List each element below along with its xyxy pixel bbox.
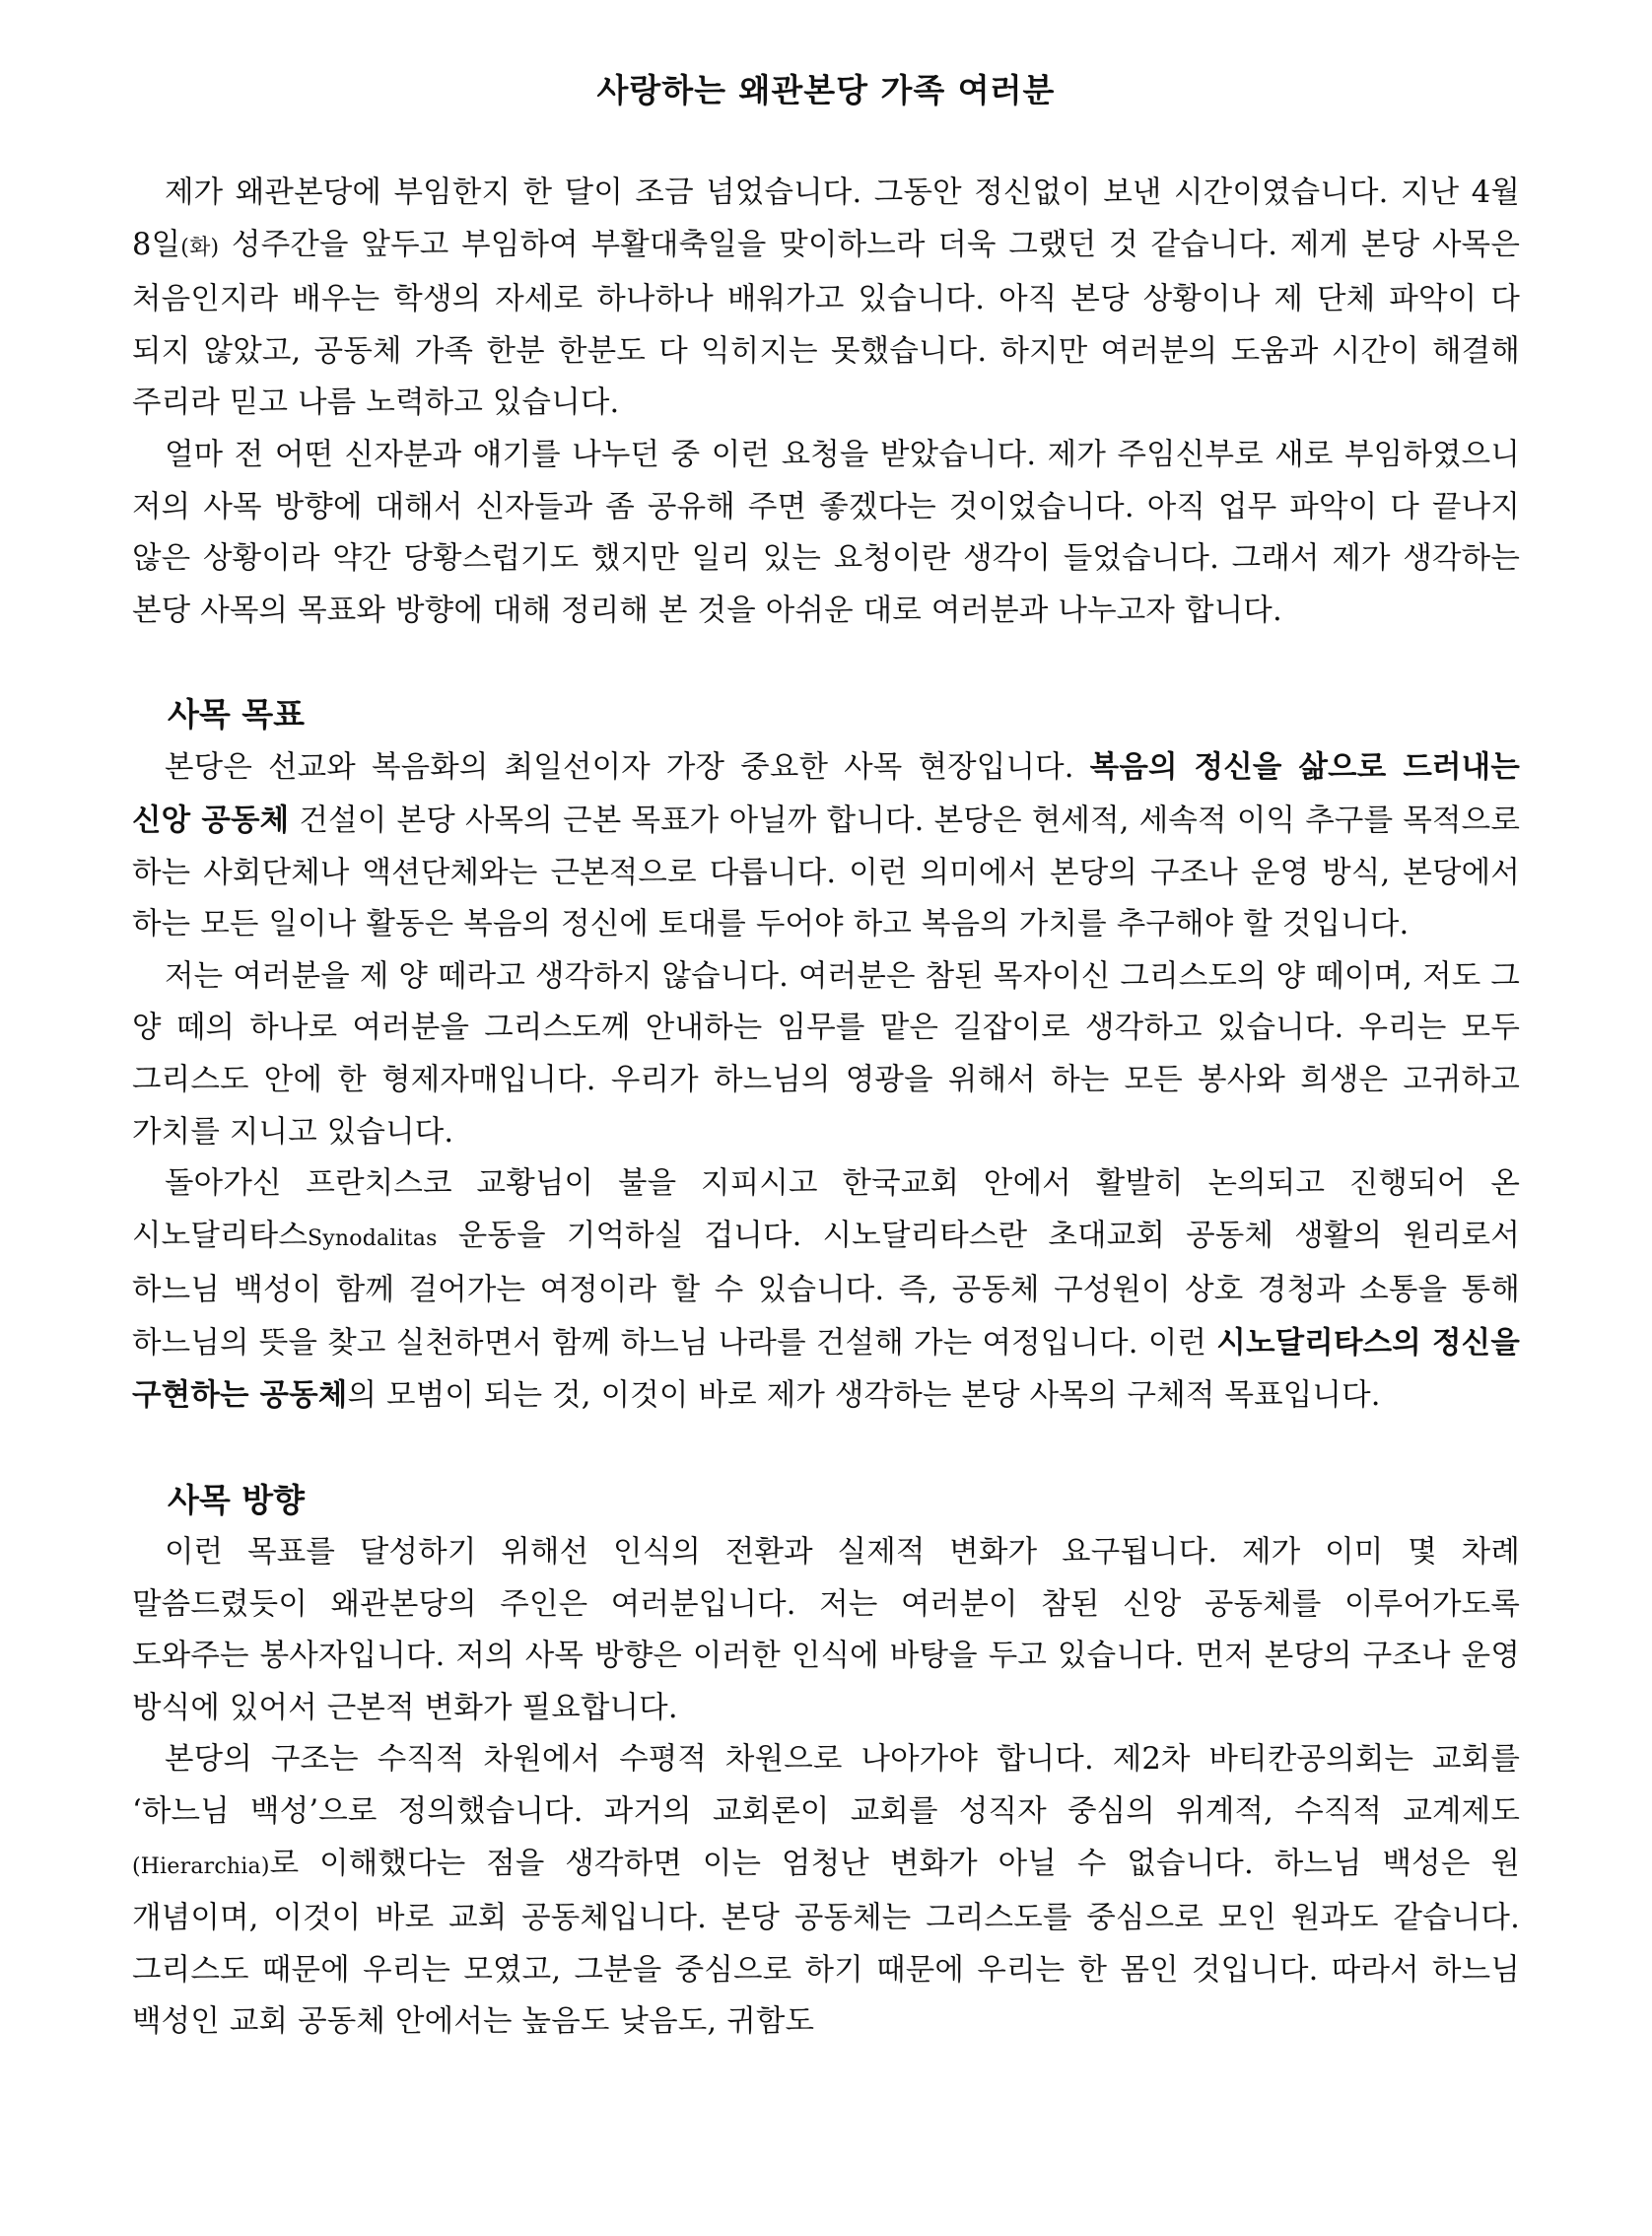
intro-section — [132, 168, 1520, 637]
direction-paragraph-1 — [132, 1527, 1520, 1734]
text-run: 얼마 전 어떤 신자분과 얘기를 나누던 중 이런 요청을 받았습니다. 제가 주임신부로 새로 부임하였으니 저의 사목 방향에 대해서 신자들과 좀 공유해 주면 좋겠다는 것이었습니다. 아직 업무 파악이 다 끝나지 않은 상황이라 약간 당황스럽기도 했지만 일리 있는 요청이란 생각이 들었습니다. 그래서 제가 생각하는 본당 사목의 목표와 방향에 대해 정리해 본 것을 아쉬운 대로 여러분과 나누고자 합니다. — [132, 437, 1520, 628]
intro-paragraph-1 — [132, 168, 1520, 430]
text-run: 본당은 선교와 복음화의 최일선이자 가장 중요한 사목 현장입니다. — [165, 750, 1090, 786]
text-run: 제가 왜관본당에 부임한지 한 달이 조금 넘었습니다. 그동안 정신없이 보낸 시간이였습니다. 지난 4월 8일 — [132, 175, 1520, 262]
section-pastoral-goal — [132, 688, 1520, 1423]
text-run: 건설이 본당 사목의 근본 목표가 아닐까 합니다. 본당은 현세적, 세속적 이익 추구를 목적으로 하는 사회단체나 액션단체와는 근본적으로 다릅니다. 이런 의미에서 본당의 구조나 운영 방식, 본당에서 하는 모든 일이나 활동은 복음의 정신에 토대를 두어야 하고 복음의 가치를 추구해야 할 것입니다. — [132, 803, 1520, 943]
section-heading: 사목 방향 — [168, 1481, 306, 1520]
emphasis-text: 시노달리타스의 정신을 구현하는 공동체 — [132, 1324, 1520, 1414]
text-run: 운동을 기억하실 겁니다. 시노달리타스란 초대교회 공동체 생활의 원리로서 하느님 백성이 함께 걸어가는 여정이라 할 수 있습니다. 즉, 공동체 구성원이 상호 경청과 소통을 통해 하느님의 뜻을 찾고 실천하면서 함께 하느님 나라를 건설해 가는 여정입니다. 이런 — [132, 1218, 1520, 1361]
text-run: 본당의 구조는 수직적 차원에서 수평적 차원으로 나아가야 합니다. 제2차 바티칸공의회는 교회를 ‘하느님 백성’으로 정의했습니다. 과거의 교회론이 교회를 성직자 중심의 위계적, 수직적 교계제도 — [132, 1742, 1520, 1830]
text-run: 성주간을 앞두고 부임하여 부활대축일을 맞이하느라 더욱 그랬던 것 같습니다. 제게 본당 사목은 처음인지라 배우는 학생의 자세로 하나하나 배워가고 있습니다. 아직 본당 상황이나 제 단체 파악이 다 되지 않았고, 공동체 가족 한분 한분도 다 익히지는 못했습니다. 하지만 여러분의 도움과 시간이 해결해 주리라 믿고 나름 노력하고 있습니다. — [132, 227, 1520, 421]
text-run: 저는 여러분을 제 양 떼라고 생각하지 않습니다. 여러분은 참된 목자이신 그리스도의 양 떼이며, 저도 그 양 떼의 하나로 여러분을 그리스도께 안내하는 임무를 맡은 길잡이로 생각하고 있습니다. 우리는 모두 그리스도 안에 한 형제자매입니다. 우리가 하느님의 영광을 위해서 하는 모든 봉사와 희생은 고귀하고 가치를 지니고 있습니다. — [132, 958, 1520, 1150]
text-run: 의 모범이 되는 것, 이것이 바로 제가 생각하는 본당 사목의 구체적 목표입니다. — [347, 1378, 1381, 1414]
weekday-note: (화) — [180, 235, 220, 260]
goal-paragraph-3 — [132, 1158, 1520, 1423]
intro-paragraph-2 — [132, 430, 1520, 637]
goal-paragraph-1 — [132, 741, 1520, 950]
text-run: 로 이해했다는 점을 생각하면 이는 엄청난 변화가 아닐 수 없습니다. 하느님 백성은 원 개념이며, 이것이 바로 교회 공동체입니다. 본당 공동체는 그리스도를 중심으로 모인 원과도 같습니다. 그리스도 때문에 우리는 모였고, 그분을 중심으로 하기 때문에 우리는 한 몸인 것입니다. 따라서 하느님 백성인 교회 공동체 안에서는 높음도 낮음도, 귀함도 — [132, 1846, 1520, 2040]
section-heading: 사목 목표 — [168, 695, 306, 734]
text-run: 이런 목표를 달성하기 위해선 인식의 전환과 실제적 변화가 요구됩니다. 제가 이미 몇 차례 말씀드렸듯이 왜관본당의 주인은 여러분입니다. 저는 여러분이 참된 신앙 공동체를 이루어가도록 도와주는 봉사자입니다. 저의 사목 방향은 이러한 인식에 바탕을 두고 있습니다. 먼저 본당의 구조나 운영 방식에 있어서 근본적 변화가 필요합니다. — [132, 1535, 1520, 1725]
section-pastoral-direction — [132, 1474, 1520, 2049]
latin-term: (Hierarchia) — [132, 1853, 270, 1879]
latin-term: Synodalitas — [307, 1225, 438, 1251]
document-title: 사랑하는 왜관본당 가족 여러분 — [596, 71, 1056, 109]
emphasis-text: 복음의 정신을 삶으로 드러내는 신앙 공동체 — [132, 749, 1520, 838]
text-run: 돌아가신 프란치스코 교황님이 불을 지피시고 한국교회 안에서 활발히 논의되고 진행되어 온 시노달리타스 — [132, 1166, 1520, 1253]
goal-paragraph-2 — [132, 951, 1520, 1158]
direction-paragraph-2 — [132, 1734, 1520, 2049]
